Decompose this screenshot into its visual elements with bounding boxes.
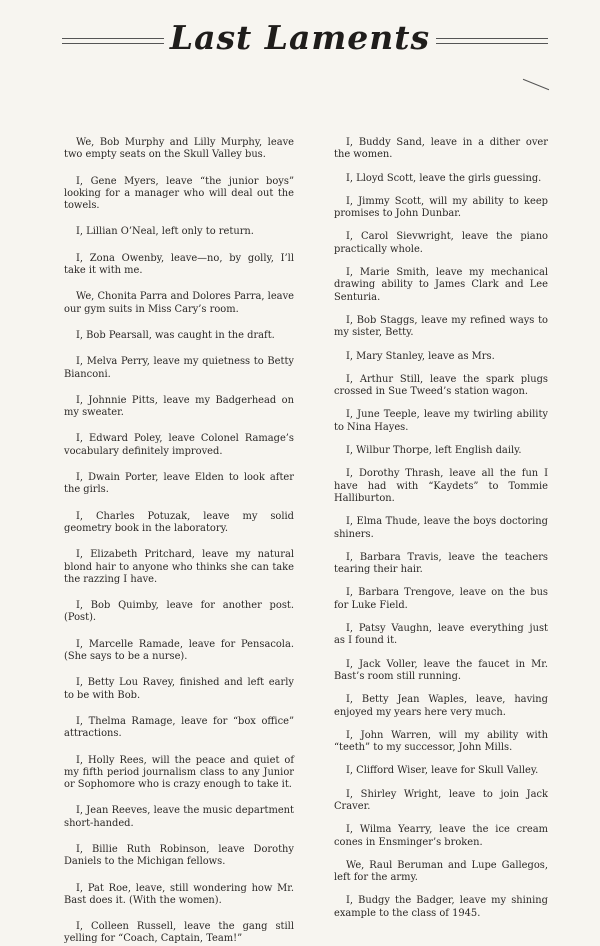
lament-entry: I, Wilma Yearry, leave the ice cream cones in Ensminger’s broken. [334, 824, 548, 848]
lament-entry: I, Barbara Trengove, leave on the bus for Luke Field. [334, 587, 548, 611]
lament-entry: I, Lillian O’Neal, left only to return. [76, 226, 254, 238]
lament-entry: I, Jack Voller, leave the faucet in Mr. Bast’s room still running. [334, 658, 548, 682]
lament-entry: I, Billie Ruth Robinson, leave Dorothy Daniels to the Michigan fellows. [64, 843, 294, 868]
lament-entry: We, Chonita Parra and Dolores Parra, leave our gym suits in Miss Cary’s room. [64, 291, 294, 315]
lament-entry: I, Betty Jean Waples, leave, having enjoyed my years here very much. [334, 694, 548, 718]
left-column [64, 137, 294, 946]
lament-entry: We, Raul Beruman and Lupe Gallegos, left for the army. [334, 859, 548, 884]
lament-entry: I, Clifford Wiser, leave for Skull Valley. [346, 765, 539, 777]
lament-entry: I, Marcelle Ramade, leave for Pensacola. (She says to be a nurse). [64, 638, 294, 663]
lament-entry: I, Jean Reeves, leave the music department short-handed. [64, 805, 294, 829]
lament-entry: I, Bob Pearsall, was caught in the draft. [76, 329, 275, 341]
right-column [334, 137, 548, 920]
lament-entry: We, Bob Murphy and Lilly Murphy, leave two empty seats on the Skull Valley bus. [64, 137, 294, 161]
lament-entry: I, Budgy the Badger, leave my shining example to the class of 1945. [334, 895, 548, 919]
lament-entry: I, Johnnie Pitts, leave my Badgerhead on my sweater. [64, 394, 294, 419]
lament-entry: I, Jimmy Scott, will my ability to keep promises to John Dunbar. [334, 195, 548, 220]
lament-entry: I, Gene Myers, leave “the junior boys” looking for a manager who will deal out the towels. [64, 175, 294, 212]
lament-entry: I, Thelma Ramage, leave for “box office” attractions. [64, 715, 294, 740]
lament-entry: I, Elizabeth Pritchard, leave my natural blond hair to anyone who thinks she can take the razzing I have. [64, 549, 294, 585]
page-title: Last Laments [0, 18, 600, 57]
lament-entry: I, Barbara Travis, leave the teachers tearing their hair. [334, 551, 548, 576]
lament-entry: I, Lloyd Scott, leave the girls guessing. [346, 172, 542, 184]
lament-entry: I, Shirley Wright, leave to join Jack Craver. [334, 788, 548, 812]
lament-entry: I, Dorothy Thrash, leave all the fun I have had with “Kaydets” to Tommie Halliburton. [334, 468, 548, 504]
lament-entry: I, Holly Rees, will the peace and quiet of my fifth period journalism class to any Junior or Sophomore who is crazy enough to take it. [64, 754, 294, 791]
lament-entry: I, Bob Quimby, leave for another post. (Post). [64, 600, 294, 624]
lament-entry: I, Dwain Porter, leave Elden to look after the girls. [64, 472, 294, 496]
lament-entry: I, Edward Poley, leave Colonel Ramage’s vocabulary definitely improved. [64, 433, 294, 457]
lament-entry: I, Buddy Sand, leave in a dither over the women. [334, 137, 548, 161]
lament-entry: I, Marie Smith, leave my mechanical drawing ability to James Clark and Lee Senturia. [334, 267, 548, 303]
lament-entry: I, John Warren, will my ability with “teeth” to my successor, John Mills. [334, 729, 548, 754]
lament-entry: I, Colleen Russell, leave the gang still yelling for “Coach, Captain, Team!” [64, 921, 294, 945]
lament-entry: I, Wilbur Thorpe, left English daily. [346, 445, 522, 457]
page-header [0, 14, 600, 64]
lament-entry: I, June Teeple, leave my twirling ability to Nina Hayes. [334, 409, 548, 433]
lament-entry: I, Elma Thude, leave the boys doctoring shiners. [334, 516, 548, 540]
lament-entry: I, Carol Sievwright, leave the piano practically whole. [334, 231, 548, 255]
lament-entry: I, Pat Roe, leave, still wondering how Mr. Bast does it. (With the women). [64, 882, 294, 906]
lament-entry: I, Betty Lou Ravey, finished and left early to be with Bob. [64, 677, 294, 701]
lament-entry: I, Charles Potuzak, leave my solid geometry book in the laboratory. [64, 510, 294, 534]
lament-entry: I, Patsy Vaughn, leave everything just as I found it. [334, 623, 548, 647]
stray-mark [523, 79, 549, 90]
lament-entry: I, Bob Staggs, leave my refined ways to my sister, Betty. [334, 314, 548, 339]
lament-entry: I, Zona Owenby, leave—no, by golly, I’ll take it with me. [64, 252, 294, 277]
lament-entry: I, Arthur Still, leave the spark plugs crossed in Sue Tweed’s station wagon. [334, 373, 548, 398]
lament-entry: I, Melva Perry, leave my quietness to Betty Bianconi. [64, 356, 294, 380]
lament-entry: I, Mary Stanley, leave as Mrs. [346, 350, 495, 362]
